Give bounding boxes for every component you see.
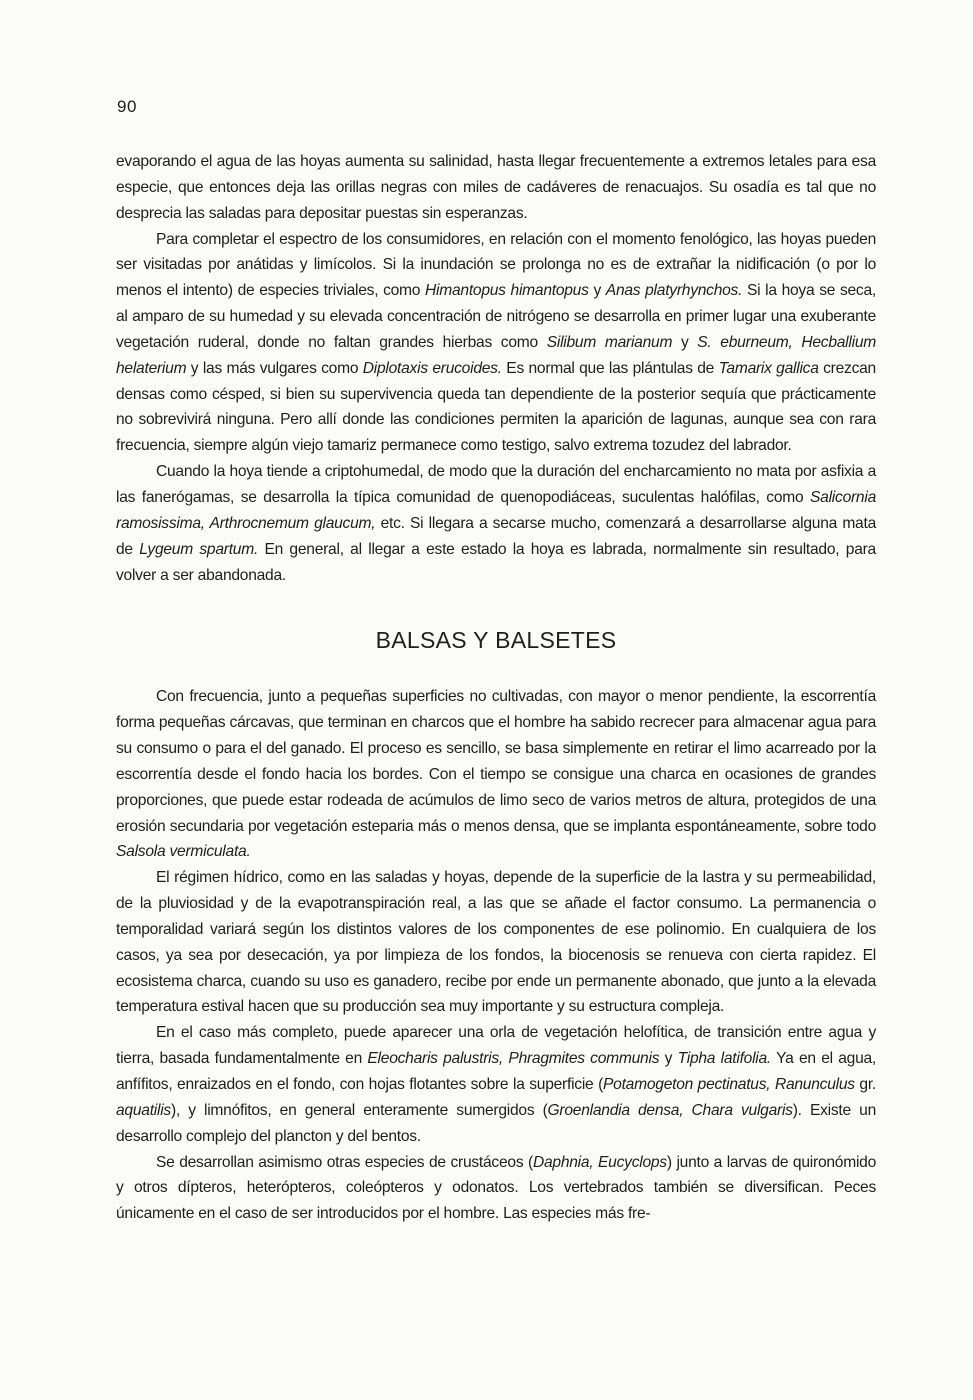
species-name: aquatilis [116,1101,171,1119]
paragraph: evaporando el agua de las hoyas aumenta su salinidad, hasta llegar frecuentemente a extremos letales para esa especie, que entonces deja las orillas negras con miles de cadáveres de renacuajos. Su osadía es tal que no desprecia las saladas para depositar puestas sin esperanzas. [116,153,876,222]
text-run: ), y limnófitos, en general enteramente sumergidos ( [170,1101,548,1119]
paragraph [116,227,876,460]
section-heading: BALSAS Y BALSETES [375,627,617,654]
species-name: Potamogeton pectinatus, Ranunculus [603,1076,855,1093]
species-name: Eleocharis palustris, Phragmites communis [367,1050,660,1068]
species-name: Tipha latifolia. [677,1050,772,1068]
text-run: y [672,333,698,351]
species-name: Lygeum spartum. [139,540,259,558]
text-run: gr. [854,1076,876,1093]
text-run: Con frecuencia, junto a pequeñas superficies no cultivadas, con mayor o menor pendiente, la escorrentía forma pequeñas cárcavas, que terminan en charcos que el hombre ha sabido recrecer para almacenar agua para su consumo o para el del ganado. El proceso es sencillo, se basa simplemente en retirar el limo acarreado por la escorrentía desde el fondo hacia los bordes. Con el tiempo se consigue una charca en ocasiones de grandes proporciones, que puede estar rodeada de acúmulos de limo seco de varios metros de altura, protegidos de una erosión secundaria por vegetación esteparia más o menos densa, que se implanta espontáneamente, sobre todo [116,688,876,835]
paragraph [116,1020,876,1149]
species-name: Silibum marianum [546,333,673,351]
species-name: Salsola vermiculata. [116,843,251,861]
text-run: crezcan densas como césped, si bien su supervivencia queda tan dependiente de la posterior sequía que prácticamente no sobrevivirá ninguna. Pero allí donde las condiciones permiten la aparición de lagunas, aunque sea con rara frecuencia, siempre algún viejo tamariz permanece como testigo, salvo extrema tozudez del labrador. [116,359,876,455]
species-name: Anas platyrhynchos. [605,282,743,300]
text-run: Ya en el agua, anfífitos, enraizados en el fondo, con hojas flotantes sobre la superficie ( [116,1050,877,1093]
text-run: y las más vulgares como [186,359,363,377]
paragraph [116,684,876,865]
text-run: ) junto a larvas de quironómido y otros dípteros, heterópteros, coleópteros y odonatos. Los vertebrados también se diversifican. Peces únicamente en el caso de ser introducidos por el hombre. Las especies más fre- [116,1153,877,1223]
species-name: Himantopus himantopus [425,282,589,300]
text-run: En el caso más completo, puede aparecer una orla de vegetación helofítica, de transición entre agua y tierra, basada fundamentalmente en [116,1024,876,1068]
page-number: 90 [117,97,137,116]
species-name: S. eburneum, Hecballium helaterium [116,333,876,377]
body-text [116,149,876,1227]
text-run: Para completar el espectro de los consumidores, en relación con el momento fenológico, las hoyas pueden ser visitadas por anátidas y limícolos. Si la inundación se prolonga no es de extrañar la nidificación (o por lo menos el intento) de especies triviales, como [116,230,876,300]
text-run: ). Existe un desarrollo complejo del plancton y del bentos. [116,1101,877,1145]
species-name: Daphnia, Eucyclops [532,1153,667,1171]
text-run: Es normal que las plántulas de [501,359,719,377]
text-run: En general, al llegar a este estado la hoya es labrada, normalmente sin resultado, para volver a ser abandonada. [116,540,876,584]
species-name: Groenlandia densa, Chara vulgaris [547,1101,793,1119]
text-run: y [659,1050,678,1068]
text-run: Cuando la hoya tiende a criptohumedal, de modo que la duración del encharcamiento no mata por asfixia a las fanerógamas, se desarrolla la típica comunidad de quenopodiáceas, suculentas halófilas, como [116,463,876,506]
text-run: Se desarrollan asimismo otras especies de crustáceos ( [156,1153,533,1171]
paragraph [116,459,876,588]
species-name: Tamarix gallica [718,359,819,377]
species-name: Salicornia ramosissima, Arthrocnemum glaucum, [116,488,876,532]
paragraph [116,1150,876,1228]
species-name: Diplotaxis erucoides. [362,359,502,377]
paragraph: El régimen hídrico, como en las saladas y hoyas, depende de la superficie de la lastra y su permeabilidad, de la pluviosidad y de la evapotranspiración real, a las que se añade el factor consumo. La permanencia o temporalidad variará según los distintos valores de los componentes de ese polinomio. En cualquiera de los casos, ya sea por desecación, ya por limpieza de los fondos, la biocenosis se renueva con cierta rapidez. El ecosistema charca, cuando su uso es ganadero, recibe por ende un permanente abonado, que junto a la elevada temperatura estival hacen que su producción sea muy importante y su estructura compleja. [116,869,876,1016]
text-run: y [588,282,606,300]
text-run: etc. Si llegara a secarse mucho, comenzará a desarrollarse alguna mata de [116,514,876,558]
text-run: Si la hoya se seca, al amparo de su humedad y su elevada concentración de nitrógeno se desarrolla en primer lugar una exuberante vegetación ruderal, donde no faltan grandes hierbas como [116,282,876,351]
